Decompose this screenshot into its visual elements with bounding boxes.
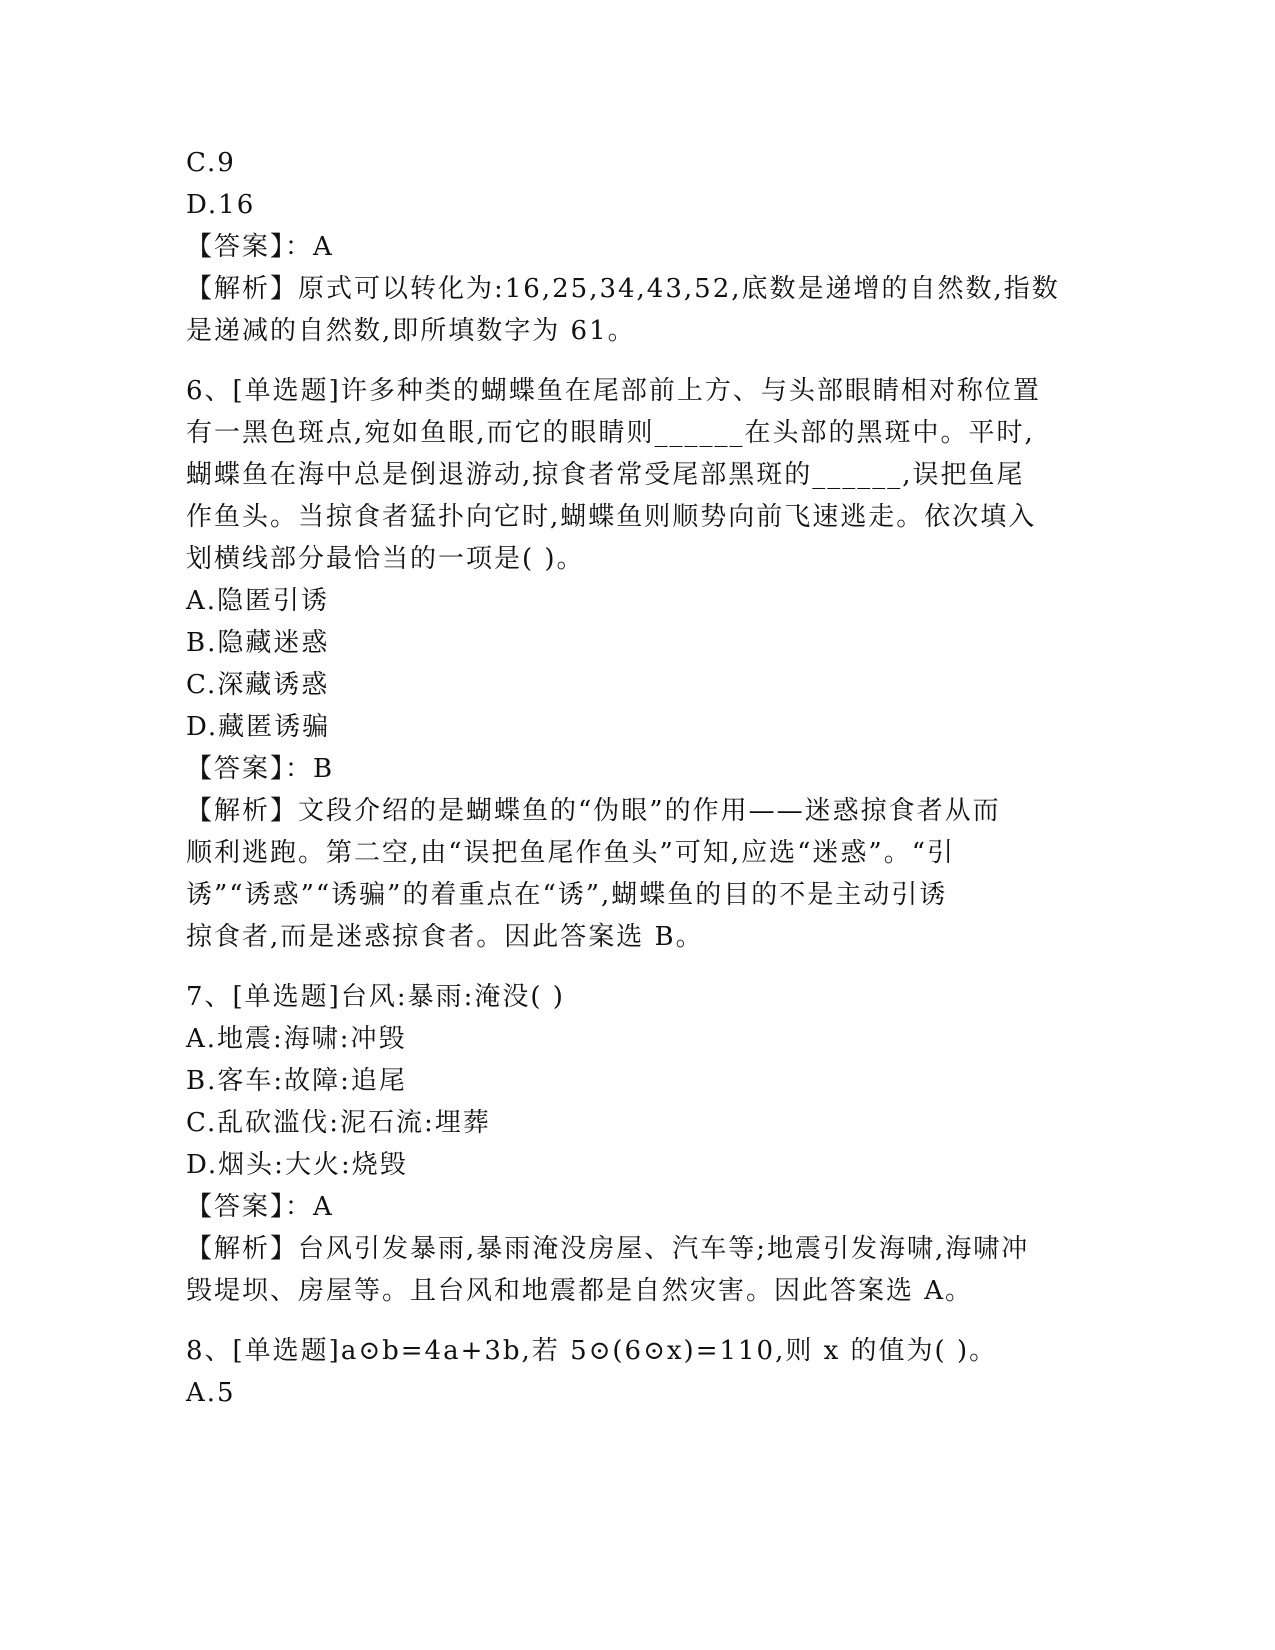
option-a: A.隐匿引诱 bbox=[186, 586, 330, 616]
question-stem: 划横线部分最恰当的一项是( )。 bbox=[186, 544, 585, 574]
question-stem: 蝴蝶鱼在海中总是倒退游动,掠食者常受尾部黑斑的______,误把鱼尾 bbox=[186, 460, 1025, 490]
analysis-line: 【解析】原式可以转化为:16,25,34,43,52,底数是递增的自然数,指数 bbox=[186, 274, 1060, 304]
question-stem: 8、[单选题]a⊙b=4a+3b,若 5⊙(6⊙x)=110,则 x 的值为( )。 bbox=[186, 1336, 998, 1366]
option-b: B.客车:故障:追尾 bbox=[186, 1066, 407, 1096]
analysis-line: 毁堤坝、房屋等。且台风和地震都是自然灾害。因此答案选 A。 bbox=[186, 1276, 974, 1306]
analysis-line: 顺利逃跑。第二空,由“误把鱼尾作鱼头”可知,应选“迷惑”。“引 bbox=[186, 838, 955, 868]
option-c: C.9 bbox=[186, 148, 236, 178]
option-a: A.地震:海啸:冲毁 bbox=[186, 1024, 407, 1054]
analysis-line: 【解析】台风引发暴雨,暴雨淹没房屋、汽车等;地震引发海啸,海啸冲 bbox=[186, 1234, 1030, 1264]
analysis-line: 掠食者,而是迷惑掠食者。因此答案选 B。 bbox=[186, 922, 704, 952]
question-stem: 作鱼头。当掠食者猛扑向它时,蝴蝶鱼则顺势向前飞速逃走。依次填入 bbox=[186, 502, 1037, 532]
analysis-line: 诱”“诱惑”“诱骗”的着重点在“诱”,蝴蝶鱼的目的不是主动引诱 bbox=[186, 880, 948, 910]
analysis-line: 是递减的自然数,即所填数字为 61。 bbox=[186, 316, 636, 346]
question-stem: 6、[单选题]许多种类的蝴蝶鱼在尾部前上方、与头部眼睛相对称位置 bbox=[186, 376, 1041, 406]
option-d: D.藏匿诱骗 bbox=[186, 712, 331, 742]
answer-line: 【答案】：B bbox=[186, 754, 335, 784]
option-d: D.16 bbox=[186, 190, 256, 220]
answer-line: 【答案】：A bbox=[186, 1192, 334, 1222]
option-a: A.5 bbox=[186, 1378, 236, 1408]
option-c: C.深藏诱惑 bbox=[186, 670, 330, 700]
question-stem: 有一黑色斑点,宛如鱼眼,而它的眼睛则______在头部的黑斑中。平时, bbox=[186, 418, 1035, 448]
answer-line: 【答案】：A bbox=[186, 232, 334, 262]
option-b: B.隐藏迷惑 bbox=[186, 628, 330, 658]
option-c: C.乱砍滥伐:泥石流:埋葬 bbox=[186, 1108, 491, 1138]
analysis-line: 【解析】文段介绍的是蝴蝶鱼的“伪眼”的作用——迷惑掠食者从而 bbox=[186, 796, 1001, 826]
question-stem: 7、[单选题]台风:暴雨:淹没( ) bbox=[186, 982, 565, 1012]
option-d: D.烟头:大火:烧毁 bbox=[186, 1150, 408, 1180]
